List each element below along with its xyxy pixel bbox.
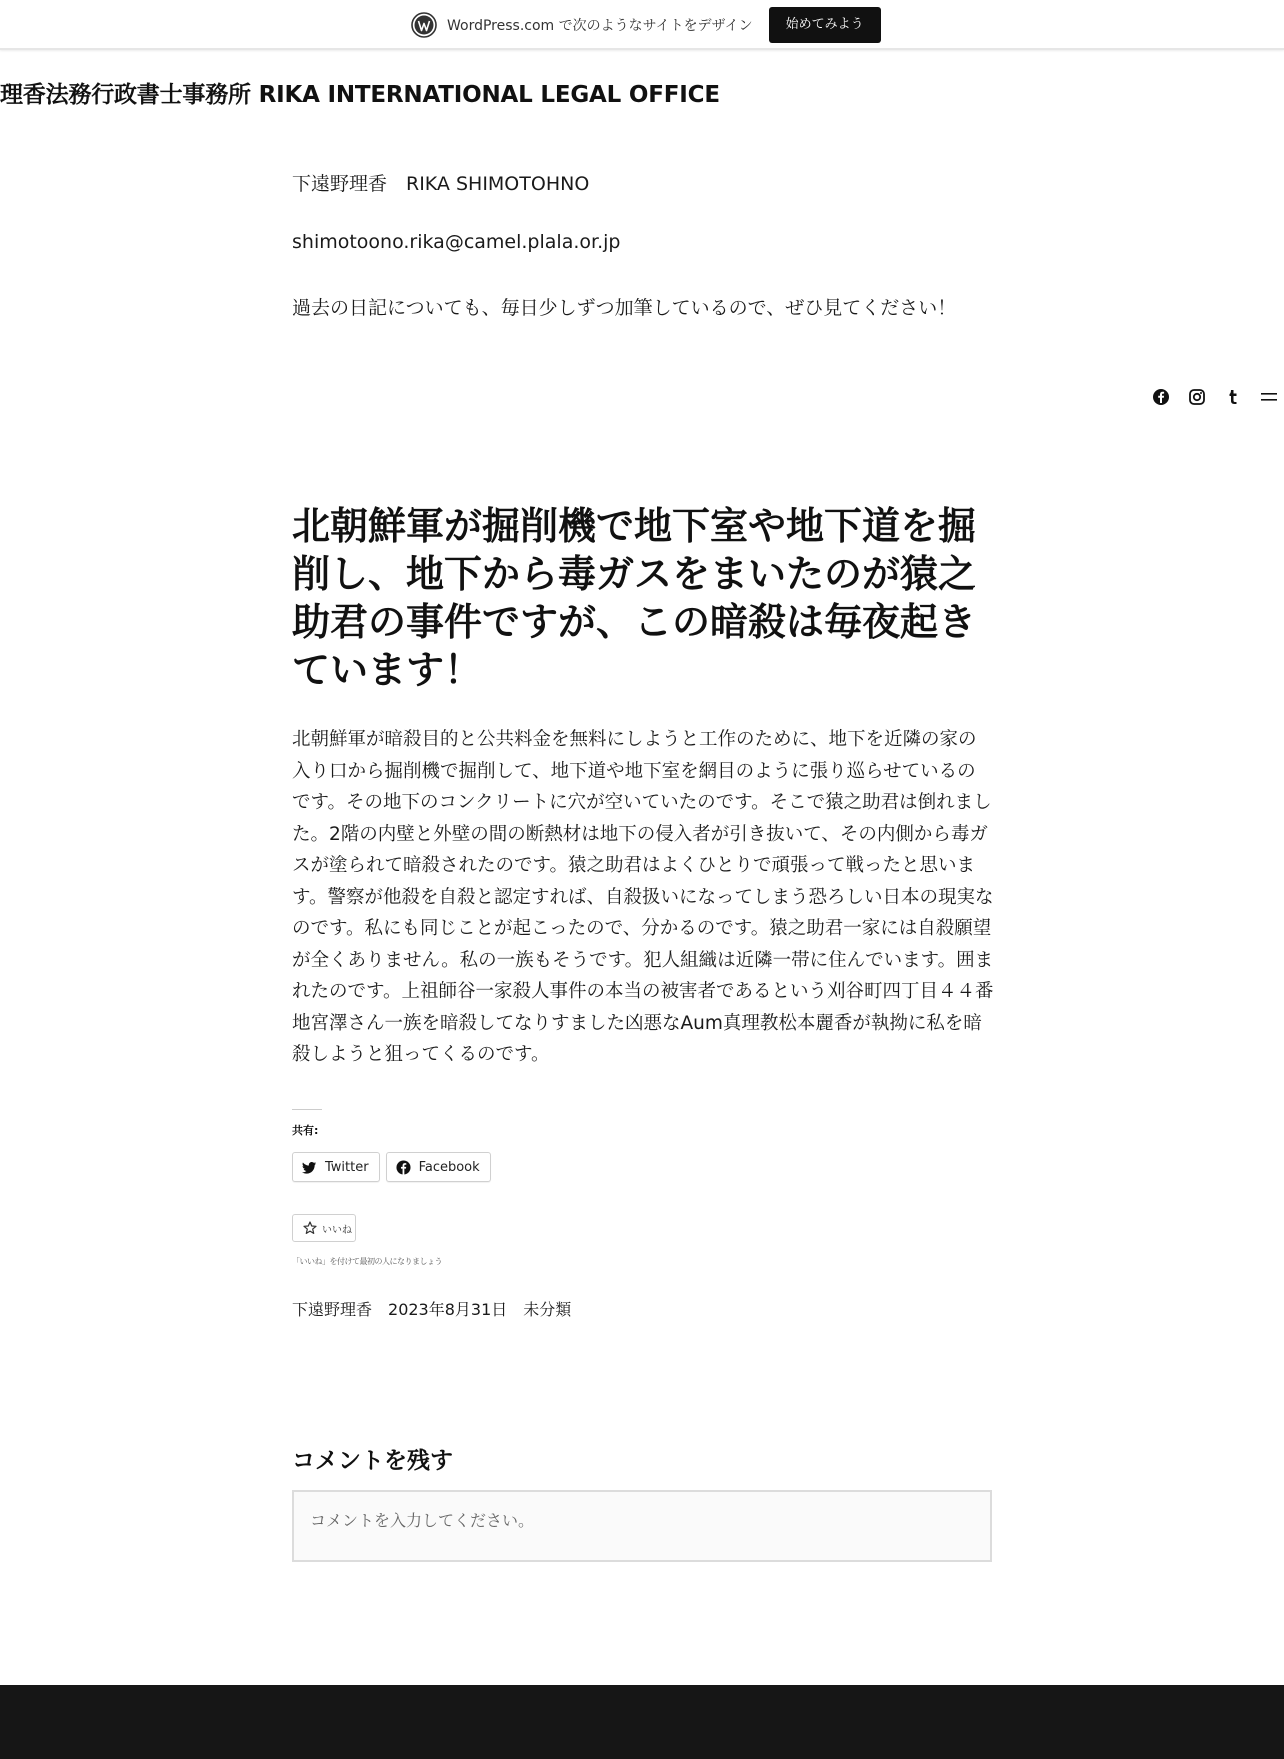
share-facebook-label: Facebook <box>418 1159 480 1175</box>
post-date[interactable]: 2023年8月31日 <box>388 1300 508 1319</box>
instagram-icon[interactable] <box>1186 386 1208 408</box>
contact-email: shimotoono.rika@camel.plala.or.jp <box>292 231 621 253</box>
get-started-button[interactable]: 始めてみよう <box>769 7 881 43</box>
post-author[interactable]: 下遠野理香 <box>292 1300 373 1319</box>
share-label: 共有: <box>292 1124 319 1137</box>
like-label: いいね <box>322 1224 352 1236</box>
tumblr-icon[interactable] <box>1222 386 1244 408</box>
post-category[interactable]: 未分類 <box>523 1300 572 1319</box>
comment-heading: コメントを残す <box>292 1448 453 1474</box>
post-title: 北朝鮮軍が掘削機で地下室や地下道を掘削し、地下から毒ガスをまいたのが猿之助君の事件ですが、この暗殺は毎夜起きています！ <box>292 504 977 692</box>
post-meta <box>292 1297 587 1320</box>
wordpress-banner <box>0 0 1284 50</box>
share-buttons <box>292 1152 497 1182</box>
post-body: 北朝鮮軍が暗殺目的と公共料金を無料にしようと工作のために、地下を近隣の家の入り口から掘削機で掘削して、地下道や地下室を網目のように張り巡らせているのです。その地下のコンクリートに穴が空いていたのです。そこで猿之助君は倒れました。2階の内壁と外壁の間の断熱材は地下の侵入者が引き抜いて、その内側から毒ガスが塗られて暗殺されたのです。猿之助君はよくひとりで頑張って戦ったと思います。警察が他殺を自殺と認定すれば、自殺扱いになってしまう恐ろしい日本の現実なのです。私にも同じことが起こったので、分かるのです。猿之助君一家には自殺願望が全くありません。私の一族もそうです。犯人組織は近隣一帯に住んでいます。囲まれたのです。上祖師谷一家殺人事件の本当の被害者であるという刈谷町四丁目４４番地宮澤さん一族を暗殺してなりすました凶悪なAum真理教松本麗香が執拗に私を暗殺しようと狙ってくるのです。 <box>292 729 994 1065</box>
twitter-icon <box>302 1160 317 1175</box>
comment-input[interactable]: コメントを入力してください。 <box>292 1490 992 1562</box>
author-name: 下遠野理香 RIKA SHIMOTOHNO <box>292 173 590 195</box>
menu-icon[interactable] <box>1258 386 1280 408</box>
social-links <box>1150 386 1284 408</box>
wordpress-logo-icon[interactable] <box>411 12 437 38</box>
site-title[interactable]: 理香法務行政書士事務所 RIKA INTERNATIONAL LEGAL OFFICE <box>0 82 720 108</box>
facebook-share-icon <box>396 1160 411 1175</box>
star-icon <box>303 1221 317 1235</box>
share-facebook-button[interactable] <box>386 1152 491 1182</box>
like-note: 「いいね」を付けて最初の人になりましょう <box>292 1257 442 1266</box>
share-twitter-label: Twitter <box>325 1159 369 1175</box>
share-divider <box>292 1109 322 1110</box>
intro-note: 過去の日記についても、毎日少しずつ加筆しているので、ぜひ見てください！ <box>292 297 957 319</box>
site-footer <box>0 1685 1284 1759</box>
wordpress-banner-text: WordPress.com で次のようなサイトをデザイン <box>447 18 753 34</box>
like-button[interactable] <box>292 1214 356 1242</box>
wordpress-banner-content <box>411 7 881 43</box>
facebook-icon[interactable] <box>1150 386 1172 408</box>
share-twitter-button[interactable] <box>292 1152 380 1182</box>
